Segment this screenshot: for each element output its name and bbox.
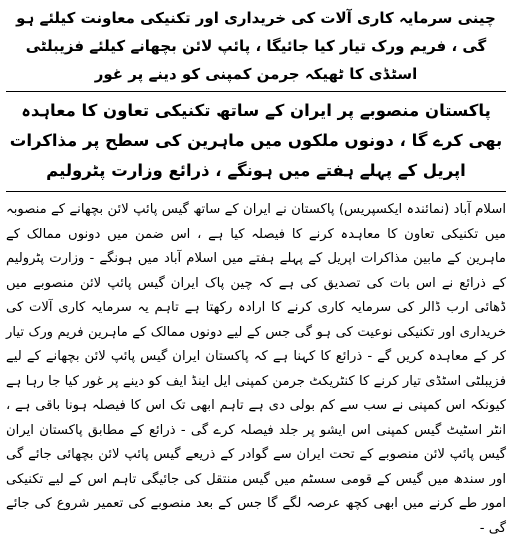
headline-divider	[6, 91, 506, 92]
article-paragraph: اسلام آباد (نمائندہ ایکسپریس) پاکستان نے ایران کے ساتھ گیس پائپ لائن بچھانے کے منصوبہ میں تکنیکی تعاون کا معاہدہ کرنے کا فیصلہ کیا ہے ، اس ضمن میں دونوں ممالک کے ماہرین کے مابین مذاکرات اپریل کے پہلے ہفتے میں اسلام آباد میں ہونگے - وزارت پٹرولیم کے ذرائع نے اس بات کی تصدیق کی ہے کہ چین پاک ایران گیس پائپ لائن منصوبے میں ڈھائی ارب ڈالر کی سرمایہ کاری کرنے کا ارادہ رکھتا ہے تاہم یہ سرمایہ کاری آلات کی خریداری اور تکنیکی نوعیت کی ہو گی جس کے لیے دونوں ممالک کے ماہرین فریم ورک تیار کر کے معاہدہ کریں گے - ذرائع کا کہنا ہے کہ پاکستان ایران گیس پائپ لائن بچھانے کے لیے فزیبلٹی اسٹڈی تیار کرنے کا کنٹریکٹ جرمن کمپنی ایل اینڈ ایف کو دینے پر غور کیا جا رہا ہے کیونکہ اس کمپنی نے سب سے کم بولی دی ہے تاہم ابھی تک اس کا فیصلہ ہونا باقی ہے ، انٹر اسٹیٹ گیس کمپنی اس ایشو پر جلد فیصلہ کرے گی - ذرائع کے مطابق پاکستان ایران گیس پائپ لائن منصوبے کے تحت ایران سے گوادر کے ذریعے گیس پائپ لائن بچھائی جائے گی اور سندھ میں گیس کے قومی سسٹم میں گیس منتقل کی جائیگی تاہم اس کے لیے تکنیکی امور طے کرنے میں ابھی کچھ عرصہ لگے گا جس کے بعد منصوبے کی تعمیر شروع کی جائے گی -	[6, 202, 506, 536]
body-divider	[6, 191, 506, 192]
main-headline: چینی سرمایہ کاری آلات کی خریداری اور تکنیکی معاونت کیلئے ہو گی ، فریم ورک تیار کیا جائیگا ، پائپ لائن بچھانے کیلئے فزیبلٹی اسٹڈی کا ٹھیکہ جرمن کمپنی کو دینے پر غور	[16, 9, 496, 83]
article-body	[6, 198, 506, 541]
sub-headline: پاکستان منصوبے پر ایران کے ساتھ تکنیکی تعاون کا معاہدہ بھی کرے گا ، دونوں ملکوں میں ماہرین کی سطح پر مذاکرات اپریل کے پہلے ہفتے میں ہونگے ، ذرائع وزارت پٹرولیم	[9, 101, 503, 180]
